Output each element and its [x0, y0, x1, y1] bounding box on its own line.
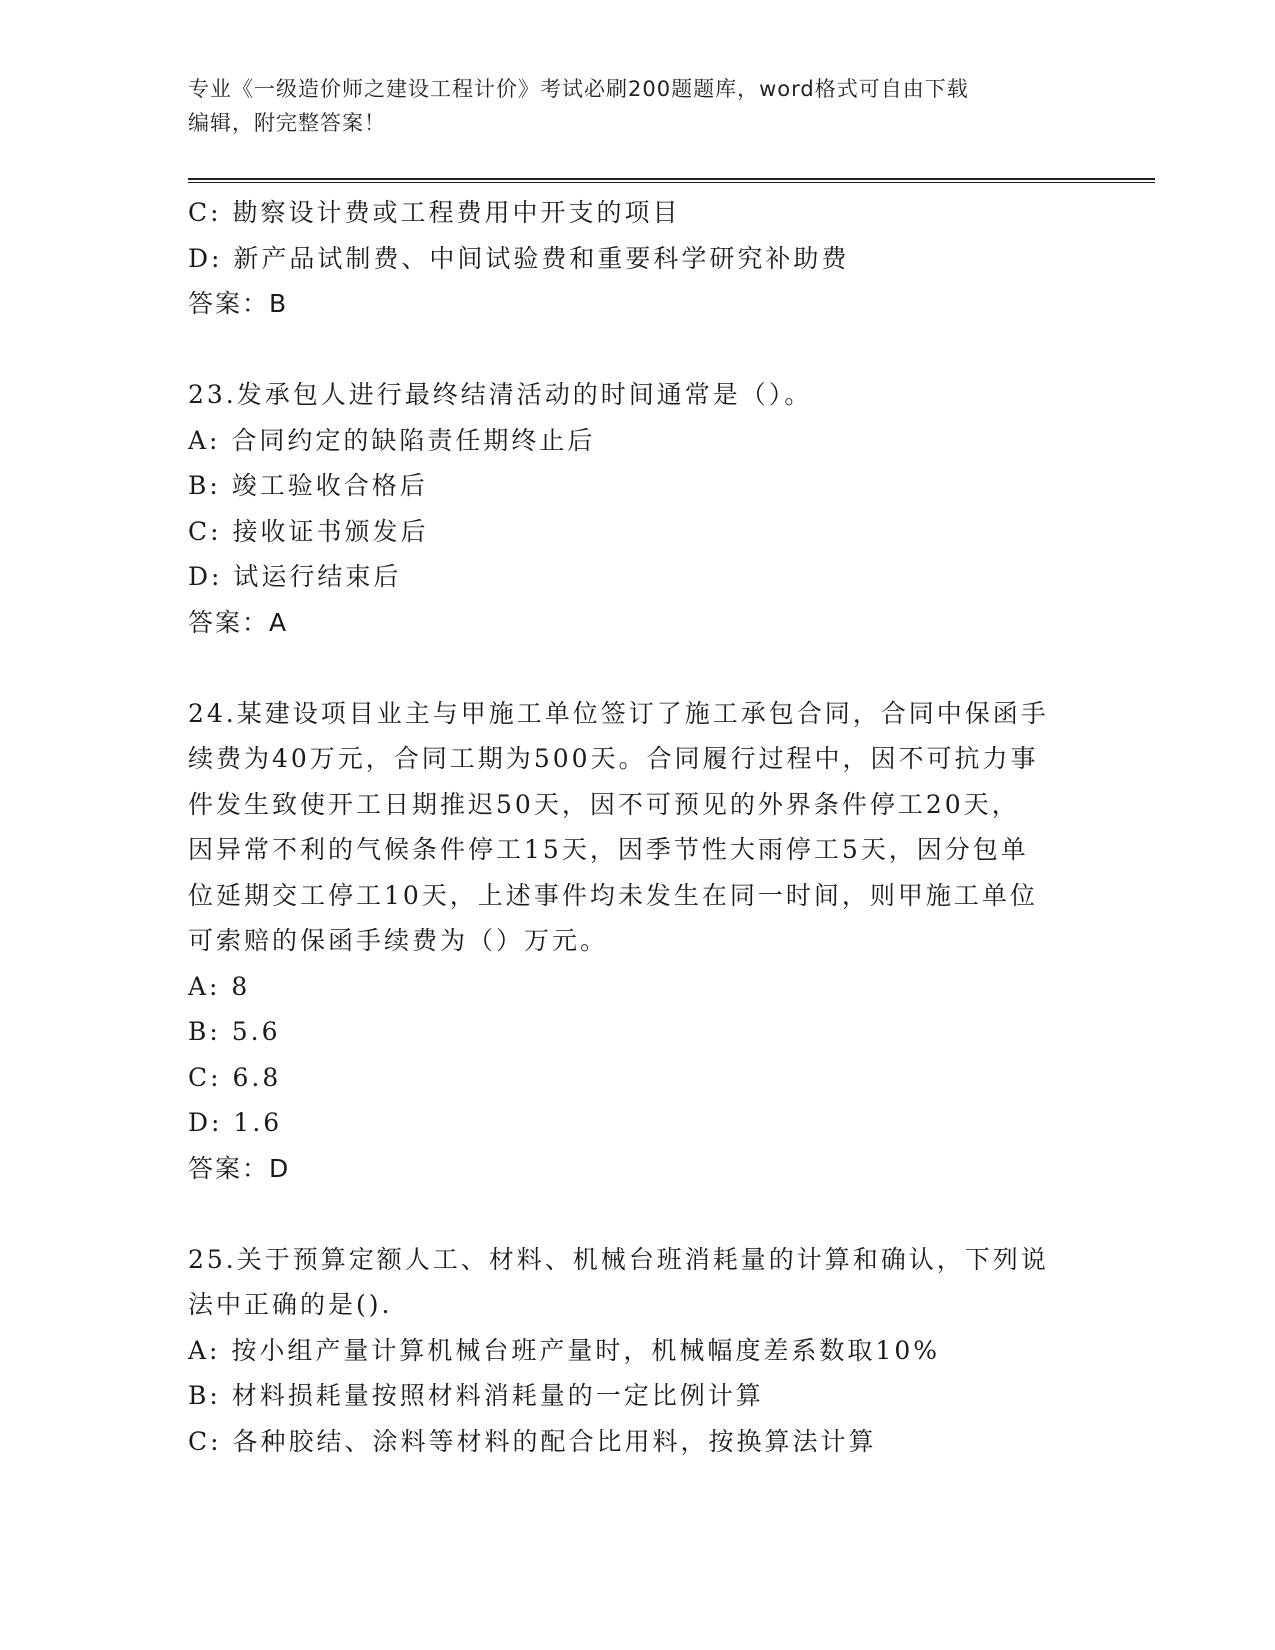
q23-option-d: D: 试运行结束后	[188, 562, 402, 591]
q24-option-a: A: 8	[188, 971, 251, 1001]
q23-option-a: A: 合同约定的缺陷责任期终止后	[188, 425, 596, 455]
spacer	[188, 645, 1088, 691]
q23-option-c: C: 接收证书颁发后	[188, 516, 429, 546]
q24-question-line: 24.某建设项目业主与甲施工单位签订了施工承包合同，合同中保函手	[188, 698, 1049, 728]
q22-option-c: C: 勘察设计费或工程费用中开支的项目	[188, 198, 681, 227]
q24-option-b: B: 5.6	[188, 1017, 281, 1046]
q22-option-d: D: 新产品试制费、中间试验费和重要科学研究补助费	[188, 243, 850, 273]
q25-option-b: B: 材料损耗量按照材料消耗量的一定比例计算	[188, 1381, 764, 1410]
spacer	[188, 327, 1088, 373]
q22-answer: 答案：B	[188, 289, 289, 318]
q24-question-line: 位延期交工停工10天，上述事件均未发生在同一时间，则甲施工单位	[188, 880, 1038, 910]
document-header	[188, 72, 1068, 140]
spacer	[188, 1191, 1088, 1237]
q23-answer: 答案：A	[188, 607, 289, 637]
q25-question-line: 25.关于预算定额人工、材料、机械台班消耗量的计算和确认，下列说	[188, 1244, 1049, 1274]
question-body	[188, 190, 1088, 1464]
q24-answer: 答案：D	[188, 1153, 291, 1183]
q24-option-d: D: 1.6	[188, 1108, 283, 1137]
q25-question-line: 法中正确的是().	[188, 1290, 393, 1319]
q24-question-line: 续费为40万元，合同工期为500天。合同履行过程中，因不可抗力事	[188, 744, 1039, 773]
q24-question-line: 可索赔的保函手续费为（）万元。	[188, 926, 609, 955]
q23-option-b: B: 竣工验收合格后	[188, 471, 428, 500]
q24-question-line: 因异常不利的气候条件停工15天，因季节性大雨停工5天，因分包单	[188, 835, 1029, 864]
header-divider	[188, 178, 1155, 183]
q25-option-c: C: 各种胶结、涂料等材料的配合比用料，按换算法计算	[188, 1426, 877, 1456]
q24-question-line: 件发生致使开工日期推迟50天，因不可预见的外界条件停工20天，	[188, 789, 1020, 819]
header-title-line-1: 专业《一级造价师之建设工程计价》考试必刷200题题库，word格式可自由下载	[188, 77, 969, 101]
q24-option-c: C: 6.8	[188, 1062, 282, 1092]
header-title-line-2: 编辑，附完整答案！	[188, 111, 386, 135]
q25-option-a: A: 按小组产量计算机械台班产量时，机械幅度差系数取10%	[188, 1335, 940, 1365]
q23-question: 23.发承包人进行最终结清活动的时间通常是（）。	[188, 380, 813, 409]
